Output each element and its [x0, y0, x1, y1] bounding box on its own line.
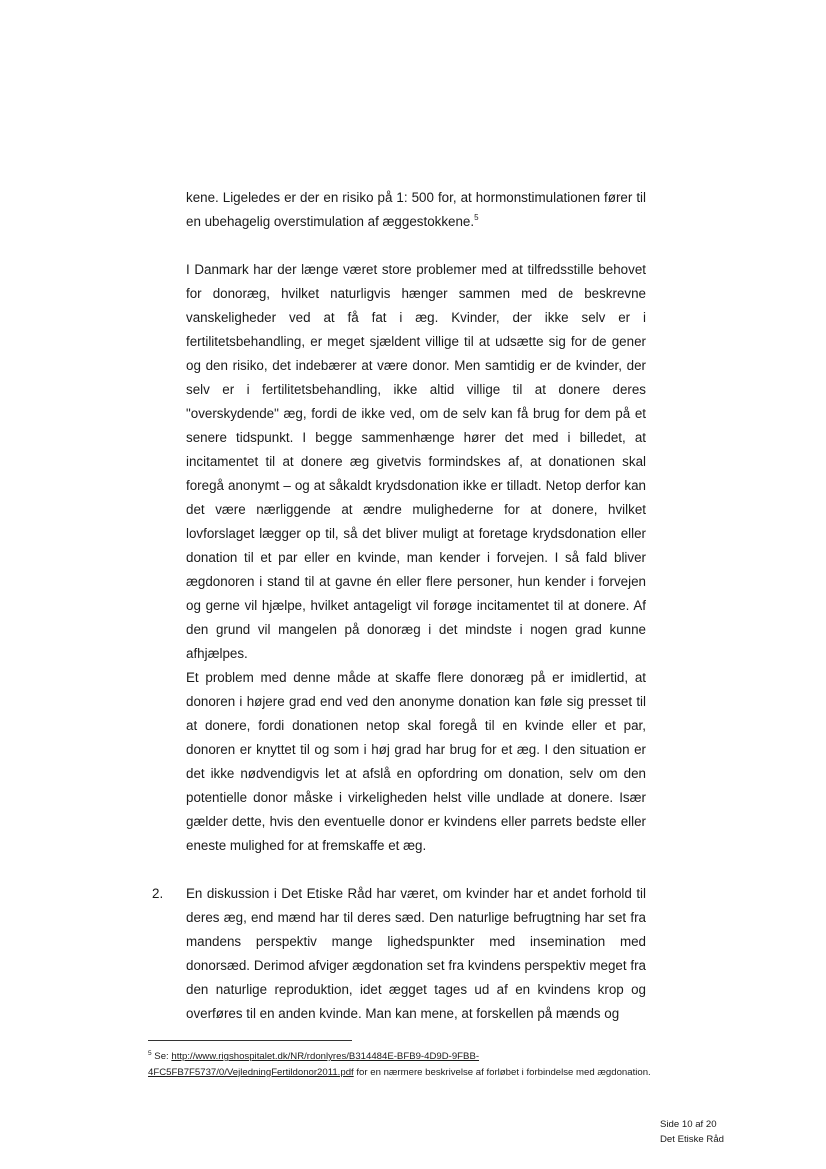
footer-org: Det Etiske Råd	[660, 1134, 724, 1145]
page-footer	[660, 1117, 724, 1147]
footnote-link[interactable]: http://www.rigshospitalet.dk/NR/rdonlyres/B314484E-BFB9-4D9D-9FBB-4FC5FB7F5737/0/VejledningFertildonor2011.pdf	[148, 1051, 480, 1078]
paragraph-1	[186, 186, 646, 234]
footnote-suffix: for en nærmere beskrivelse af forløbet i forbindelse med ægdonation.	[353, 1066, 651, 1078]
paragraph-2: I Danmark har der længe været store problemer med at tilfredsstille behovet for donoræg, hvilket naturligvis hænger sammen med de beskrevne vanskeligheder ved at få fat i æg. Kvinder, der ikke selv er i fertilitetsbehandling, er meget sjældent villige til at udsætte sig for de gener og den risiko, det indebærer at være donor. Men samtidig er de kvinder, der selv er i fertilitetsbehandling, ikke altid villige til at donere deres "overskydende" æg, fordi de ikke ved, om de selv kan få brug for dem på et senere tidspunkt. I begge sammenhænge hører det med i billedet, at incitamentet til at donere æg givetvis formindskes af, at donationen skal foregå anonymt – og at såkaldt krydsdonation ikke er tilladt. Netop derfor kan det være nærliggende at ændre mulighederne for at donere, hvilket lovforslaget lægger op til, så det bliver muligt at foretage krydsdonation eller donation til et par eller en kvinde, man kender i forvejen. I så fald bliver ægdonoren i stand til at gavne én eller flere personer, hun kender i forvejen og gerne vil hjælpe, hvilket antageligt vil forøge incitamentet til at donere. Af den grund vil mangelen på donoræg i det mindste i nogen grad kunne afhjælpes.	[186, 262, 646, 661]
list-item-number: 2.	[152, 886, 164, 901]
footnote-number: 5	[148, 1050, 152, 1057]
footnote-ref-5[interactable]: 5	[474, 213, 479, 222]
footnote-separator	[148, 1040, 352, 1041]
page-number: Side 10 af 20	[660, 1119, 717, 1130]
paragraph-3: Et problem med denne måde at skaffe flere donoræg på er imidlertid, at donoren i højere grad end ved den anonyme donation kan føle sig presset til at donere, fordi donationen netop skal foregå til en kvinde eller et par, donoren er knyttet til og som i høj grad har brug for et æg. I den situation er det ikke nødvendigvis let at afslå en opfordring om donation, selv om den potentielle donor måske i virkeligheden helst ville undlade at donere. Især gælder dette, hvis den eventuelle donor er kvindens eller parrets bedste eller eneste mulighed for at fremskaffe et æg.	[186, 670, 646, 853]
paragraph-1-text: kene. Ligeledes er der en risiko på 1: 500 for, at hormonstimulationen fører til en ubehagelig overstimulation af æggestokkene.	[186, 190, 646, 229]
footnote	[148, 1049, 658, 1080]
list-item-2-text: En diskussion i Det Etiske Råd har været, om kvinder har et andet forhold til deres æg, end mænd har til deres sæd. Den naturlige befrugtning har set fra mandens perspektiv mange lighedspunkter med insemination med donorsæd. Derimod afviger ægdonation set fra kvindens perspektiv meget fra den naturlige reproduktion, idet ægget tages ud af en kvindens krop og overføres til en anden kvinde. Man kan mene, at forskellen på mænds og	[186, 886, 646, 1021]
footnote-prefix: Se:	[154, 1051, 172, 1062]
